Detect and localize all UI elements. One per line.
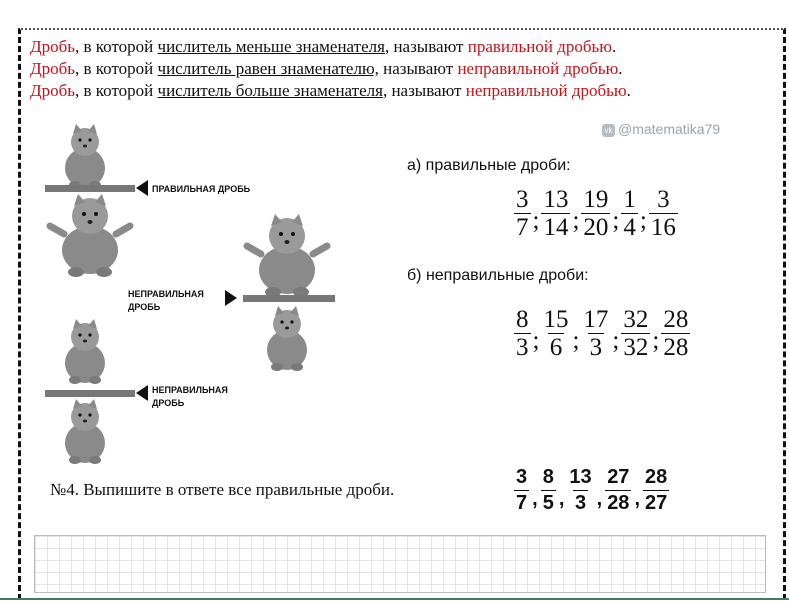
rule-term: Дробь [30, 37, 75, 56]
fraction-bar [45, 390, 135, 397]
answer-field[interactable] [34, 535, 766, 593]
label-improper: НЕПРАВИЛЬНАЯ [152, 385, 228, 395]
denominator: 5 [542, 492, 554, 514]
denominator: 3 [589, 334, 603, 361]
fraction [581, 186, 610, 241]
vk-icon: vk [602, 124, 615, 137]
arrow-left-icon [136, 180, 148, 196]
rule-line [30, 58, 789, 80]
fraction [605, 465, 631, 516]
numerator: 19 [583, 186, 609, 213]
separator: , [596, 488, 603, 510]
label-improper: ДРОБЬ [128, 302, 161, 312]
arrow-left-icon [136, 385, 148, 401]
rule-condition: числитель равен знаменателю, [157, 59, 379, 78]
rules-block [30, 36, 789, 102]
rule-text: , в которой [75, 81, 158, 100]
fraction [649, 186, 678, 241]
denominator: 3 [574, 492, 587, 514]
numerator: 3 [516, 466, 528, 488]
fraction [541, 186, 570, 241]
numerator: 13 [569, 466, 592, 488]
fraction-bar [243, 295, 335, 302]
separator: ; [652, 327, 660, 354]
numerator: 13 [543, 186, 569, 213]
rule-condition: числитель меньше знаменателя [157, 37, 385, 56]
watermark-text: @matematika79 [618, 121, 721, 137]
separator: , [634, 488, 640, 510]
rule-text: . [611, 37, 617, 56]
numerator: 28 [645, 466, 668, 488]
rule-term: Дробь [30, 59, 75, 78]
cat-small-icon [65, 124, 105, 189]
separator: ; [532, 207, 540, 234]
rule-condition: числитель больше знаменателя [157, 81, 383, 100]
numerator: 27 [607, 466, 630, 488]
numerator: 32 [623, 306, 649, 333]
rule-text: называют [378, 59, 458, 78]
label-improper: НЕПРАВИЛЬНАЯ [128, 289, 204, 299]
cat-small-icon [65, 399, 105, 464]
rule-text: . [626, 81, 631, 100]
numerator: 15 [543, 306, 569, 333]
numerator: 3 [657, 186, 670, 213]
rule-result: неправильной дробью [465, 81, 627, 100]
numerator: 8 [542, 466, 554, 488]
task-fractions [514, 465, 669, 516]
bottom-border [0, 598, 789, 600]
rule-text: , в которой [75, 37, 158, 56]
fraction-bar [45, 185, 135, 192]
denominator: 20 [583, 214, 609, 241]
improper-title: б) неправильные дроби: [407, 267, 589, 284]
fraction [621, 306, 650, 361]
label-proper: ПРАВИЛЬНАЯ ДРОБЬ [152, 184, 251, 194]
fraction [514, 186, 531, 241]
denominator: 6 [549, 334, 563, 361]
separator: ; [612, 327, 620, 354]
denominator: 4 [623, 214, 636, 241]
numerator: 17 [583, 306, 609, 333]
denominator: 32 [623, 334, 649, 361]
fraction [621, 186, 638, 241]
fraction [514, 465, 529, 516]
label-improper: ДРОБЬ [152, 398, 185, 408]
rule-text: , в которой [75, 59, 158, 78]
separator: ; [572, 207, 580, 234]
fraction [661, 306, 690, 361]
fraction [541, 306, 570, 361]
proper-fractions [514, 186, 678, 241]
rule-text: , называют [382, 81, 466, 100]
fraction [541, 465, 556, 516]
rule-result: неправильной дробью [457, 59, 619, 78]
denominator: 16 [650, 214, 676, 241]
rule-text: . [618, 59, 623, 78]
cat-big-icon [247, 214, 327, 297]
fraction [567, 465, 593, 516]
cat-small-icon [267, 306, 307, 371]
denominator: 28 [607, 492, 630, 514]
fraction [643, 465, 669, 516]
separator: , [532, 488, 538, 510]
rule-line [30, 80, 789, 102]
rule-text: , называют [384, 37, 468, 56]
separator: ; [572, 327, 580, 354]
watermark [602, 121, 720, 137]
proper-title: а) правильные дроби: [407, 157, 571, 174]
cat-small-icon [65, 319, 105, 384]
separator: ; [532, 327, 540, 354]
denominator: 7 [516, 214, 529, 241]
rule-result: правильной дробью [467, 37, 612, 56]
denominator: 28 [663, 334, 689, 361]
task-text: №4. Выпишите в ответе все правильные дроби. [50, 480, 395, 499]
cats-illustration [40, 120, 340, 470]
numerator: 1 [623, 186, 636, 213]
denominator: 7 [516, 492, 528, 514]
cat-big-icon [50, 194, 130, 277]
denominator: 3 [516, 334, 529, 361]
fraction [514, 306, 531, 361]
separator: ; [612, 207, 620, 234]
fraction [581, 306, 610, 361]
separator: ; [639, 207, 647, 234]
improper-fractions [514, 306, 690, 361]
rule-term: Дробь [30, 81, 75, 100]
numerator: 8 [516, 306, 529, 333]
numerator: 3 [516, 186, 529, 213]
denominator: 14 [543, 214, 569, 241]
numerator: 28 [663, 306, 689, 333]
denominator: 27 [645, 492, 668, 514]
rule-line [30, 36, 789, 58]
arrow-right-icon [225, 290, 237, 306]
separator: , [558, 488, 565, 510]
